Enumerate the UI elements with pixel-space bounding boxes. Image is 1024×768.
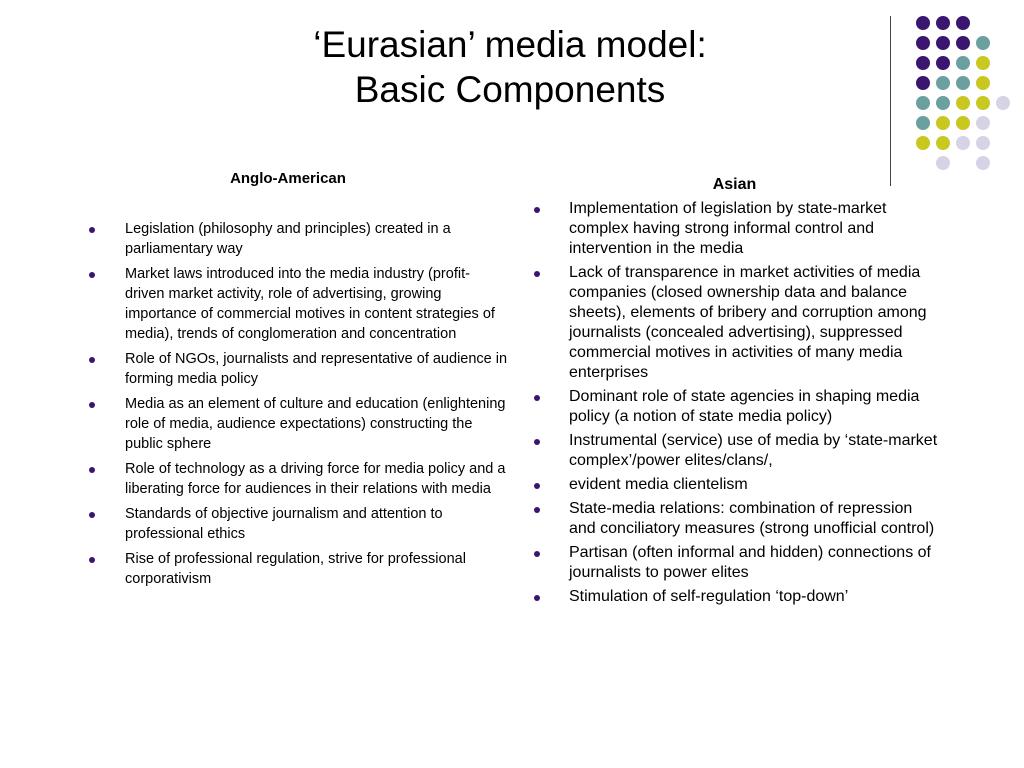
decorative-dot-grid — [906, 16, 1016, 166]
decorative-dot-icon — [916, 36, 930, 50]
list-item — [88, 264, 508, 344]
decorative-dot-icon — [976, 136, 990, 150]
anglo-american-list — [88, 219, 508, 589]
list-item-text: Role of NGOs, journalists and representative of audience in forming media policy — [125, 351, 508, 387]
bullet-icon — [534, 271, 540, 277]
decorative-dot-icon — [936, 56, 950, 70]
list-item — [532, 475, 942, 495]
list-item-text: Market laws introduced into the media industry (profit-driven market activity, role of advertising, growing importance of commercial motives in content strategies of media), trends of conglomeration and concentration — [125, 266, 495, 342]
decorative-dot-icon — [936, 96, 950, 110]
bullet-icon — [89, 557, 95, 563]
list-item — [88, 219, 508, 259]
divider-line — [890, 16, 891, 186]
list-item-text: Partisan (often informal and hidden) connections of journalists to power elites — [569, 544, 931, 581]
list-item-text: Legislation (philosophy and principles) created in a parliamentary way — [125, 221, 451, 257]
bullet-icon — [89, 467, 95, 473]
bullet-icon — [89, 402, 95, 408]
decorative-dot-icon — [976, 76, 990, 90]
bullet-icon — [534, 595, 540, 601]
bullet-icon — [534, 483, 540, 489]
list-item-text: State-media relations: combination of repression and conciliatory measures (strong unofficial control) — [569, 500, 935, 537]
decorative-dot-icon — [956, 56, 970, 70]
decorative-dot-icon — [916, 56, 930, 70]
list-item-text: Instrumental (service) use of media by ‘state-market complex’/power elites/clans/, — [569, 432, 938, 469]
asian-column — [532, 176, 942, 611]
bullet-icon — [534, 207, 540, 213]
decorative-dot-icon — [956, 116, 970, 130]
decorative-dot-icon — [976, 156, 990, 170]
decorative-dot-icon — [976, 116, 990, 130]
list-item — [532, 387, 942, 427]
decorative-dot-icon — [976, 96, 990, 110]
anglo-american-heading: Anglo-American — [230, 170, 346, 187]
list-item — [88, 549, 508, 589]
list-item-text: evident media clientelism — [569, 476, 748, 493]
list-item-text: Dominant role of state agencies in shaping media policy (a notion of state media policy) — [569, 388, 920, 425]
decorative-dot-icon — [996, 96, 1010, 110]
bullet-icon — [89, 357, 95, 363]
list-item-text: Media as an element of culture and education (enlightening role of media, audience expectations) constructing the public sphere — [125, 396, 506, 452]
bullet-icon — [534, 507, 540, 513]
list-item — [532, 587, 942, 607]
decorative-dot-icon — [936, 36, 950, 50]
list-item-text: Implementation of legislation by state-market complex having strong informal control and intervention in the media — [569, 200, 887, 257]
decorative-dot-icon — [956, 76, 970, 90]
decorative-dot-icon — [916, 136, 930, 150]
bullet-icon — [534, 439, 540, 445]
list-item — [532, 543, 942, 583]
list-item — [532, 263, 942, 383]
asian-heading: Asian — [712, 176, 757, 193]
decorative-dot-icon — [916, 76, 930, 90]
decorative-dot-icon — [936, 16, 950, 30]
list-item — [88, 504, 508, 544]
list-item — [532, 431, 942, 471]
decorative-dot-icon — [936, 136, 950, 150]
decorative-dot-icon — [916, 16, 930, 30]
decorative-dot-icon — [916, 116, 930, 130]
list-item-text: Stimulation of self-regulation ‘top-down’ — [569, 588, 849, 605]
decorative-dot-icon — [936, 156, 950, 170]
decorative-dot-icon — [976, 36, 990, 50]
decorative-dot-icon — [956, 36, 970, 50]
decorative-dot-icon — [956, 136, 970, 150]
slide-title-line-2: Basic Components — [354, 69, 666, 110]
decorative-dot-icon — [916, 96, 930, 110]
bullet-icon — [89, 512, 95, 518]
anglo-american-column — [88, 170, 508, 594]
decorative-dot-icon — [956, 16, 970, 30]
bullet-icon — [534, 395, 540, 401]
list-item — [532, 199, 942, 259]
list-item-text: Rise of professional regulation, strive for professional corporativism — [125, 551, 466, 587]
bullet-icon — [89, 272, 95, 278]
decorative-dot-icon — [936, 116, 950, 130]
list-item — [88, 459, 508, 499]
bullet-icon — [534, 551, 540, 557]
list-item — [532, 499, 942, 539]
asian-list — [532, 199, 942, 607]
list-item-text: Lack of transparence in market activities of media companies (closed ownership data and balance sheets), elements of bribery and corruption among journalists (concealed advertising), suppressed commercial motives in activities of many media enterprises — [569, 264, 927, 381]
bullet-icon — [89, 227, 95, 233]
slide-title-line-1: ‘Eurasian’ media model: — [313, 24, 707, 65]
list-item-text: Standards of objective journalism and attention to professional ethics — [125, 506, 443, 542]
list-item-text: Role of technology as a driving force for media policy and a liberating force for audiences in their relations with media — [125, 461, 506, 497]
slide-title — [180, 22, 840, 112]
list-item — [88, 394, 508, 454]
decorative-dot-icon — [936, 76, 950, 90]
list-item — [88, 349, 508, 389]
decorative-dot-icon — [956, 96, 970, 110]
decorative-dot-icon — [976, 56, 990, 70]
